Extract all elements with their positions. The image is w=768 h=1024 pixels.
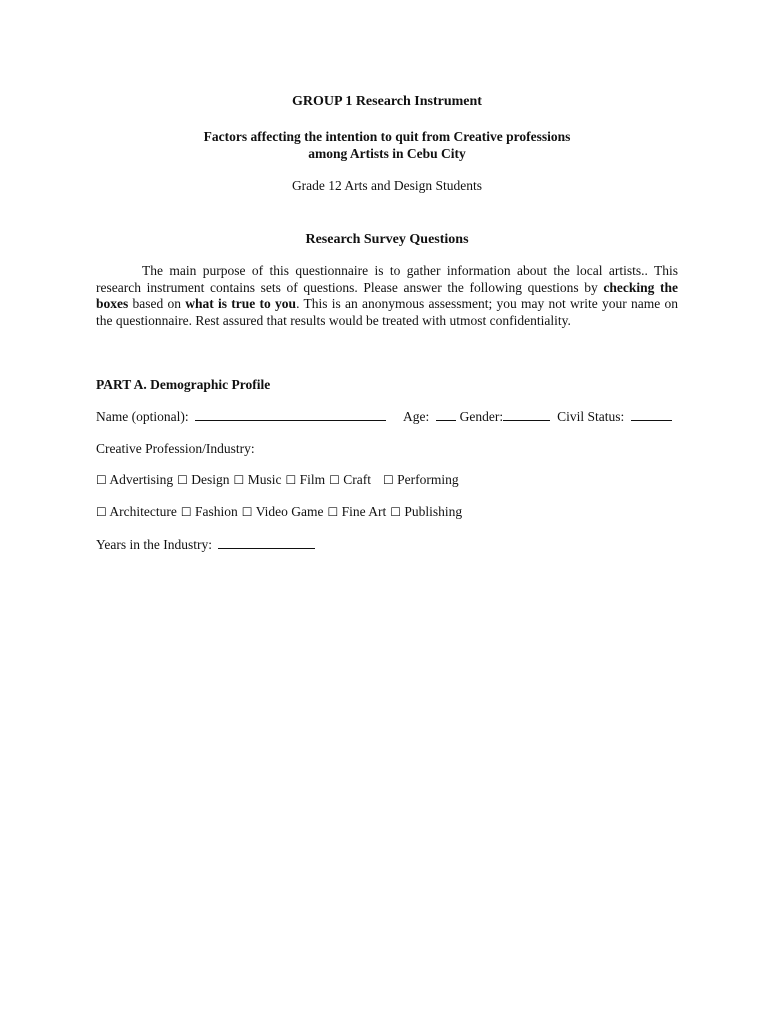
industry-label: Creative Profession/Industry: — [96, 441, 255, 456]
civil-status-field[interactable] — [557, 408, 672, 425]
checkbox-icon[interactable]: ☐ — [241, 505, 253, 519]
checkbox-icon[interactable]: ☐ — [329, 473, 340, 487]
checkbox-icon[interactable]: ☐ — [96, 505, 107, 519]
subtitle-line-2: among Artists in Cebu City — [308, 146, 466, 161]
years-blank-line[interactable] — [218, 536, 315, 549]
civil-status-blank-line[interactable] — [631, 408, 672, 421]
years-in-industry-field[interactable] — [96, 536, 315, 553]
gender-blank-line[interactable] — [503, 408, 550, 421]
option-label: Fine Art — [341, 504, 387, 519]
document-subtitle — [96, 128, 678, 162]
document-title: GROUP 1 Research Instrument — [292, 94, 482, 109]
intro-text-3: . This is an anonymous assessment; you may not write your name on the questionnaire. Rest assured that results would be treated with utmost confidentiality. — [96, 296, 678, 328]
checkbox-icon[interactable]: ☐ — [177, 473, 188, 487]
option-label: Craft — [343, 472, 371, 487]
option-fine-art[interactable] — [327, 503, 386, 521]
checkbox-icon[interactable]: ☐ — [327, 505, 339, 519]
option-design[interactable] — [177, 471, 229, 489]
age-blank-line[interactable] — [436, 408, 456, 421]
age-field[interactable] — [403, 408, 456, 425]
option-label: Publishing — [404, 504, 463, 519]
option-label: Film — [299, 472, 326, 487]
years-label: Years in the Industry: — [96, 537, 216, 552]
document-page — [96, 0, 678, 1024]
intro-text-1: The main purpose of this questionnaire is to gather information about the local artists.. This research instrument contains sets of questions. Please answer the following questions by — [96, 263, 678, 295]
checkbox-icon[interactable]: ☐ — [180, 505, 192, 519]
demographic-fields-row — [96, 408, 672, 425]
survey-heading: Research Survey Questions — [305, 232, 469, 247]
gender-label: Gender: — [459, 409, 504, 424]
industry-options-row-1 — [96, 471, 459, 489]
checkbox-icon[interactable]: ☐ — [233, 473, 245, 487]
industry-options-row-2 — [96, 503, 462, 521]
intro-text-2: based on — [128, 296, 186, 312]
name-field[interactable] — [96, 408, 386, 425]
option-performing[interactable] — [383, 471, 459, 489]
intro-bold-checking-boxes: checking the boxes — [96, 279, 679, 312]
checkbox-icon[interactable]: ☐ — [285, 473, 297, 487]
name-blank-line[interactable] — [195, 408, 386, 421]
option-craft[interactable] — [329, 471, 371, 489]
option-film[interactable] — [285, 471, 325, 489]
option-architecture[interactable] — [96, 503, 177, 521]
checkbox-icon[interactable]: ☐ — [390, 505, 402, 519]
civil-status-label: Civil Status: — [557, 409, 628, 424]
checkbox-icon[interactable]: ☐ — [96, 473, 107, 487]
option-label: Video Game — [255, 504, 324, 519]
option-label: Design — [191, 472, 230, 487]
option-label: Advertising — [109, 472, 174, 487]
checkbox-icon[interactable]: ☐ — [382, 473, 394, 487]
name-label: Name (optional): — [96, 409, 192, 424]
option-video-game[interactable] — [242, 503, 324, 521]
gender-field[interactable] — [460, 408, 550, 425]
part-a-heading: PART A. Demographic Profile — [96, 377, 271, 392]
intro-paragraph — [96, 263, 678, 329]
option-advertising[interactable] — [96, 471, 173, 489]
intro-bold-true-to-you: what is true to you — [185, 296, 297, 312]
option-label: Fashion — [195, 504, 238, 519]
option-label: Performing — [397, 472, 459, 487]
option-fashion[interactable] — [181, 503, 238, 521]
age-label: Age: — [402, 409, 433, 424]
option-label: Music — [247, 472, 282, 487]
target-audience: Grade 12 Arts and Design Students — [291, 178, 483, 193]
option-label: Architecture — [109, 504, 177, 519]
subtitle-line-1: Factors affecting the intention to quit from Creative professions — [203, 129, 571, 144]
option-music[interactable] — [234, 471, 282, 489]
option-publishing[interactable] — [390, 503, 462, 521]
